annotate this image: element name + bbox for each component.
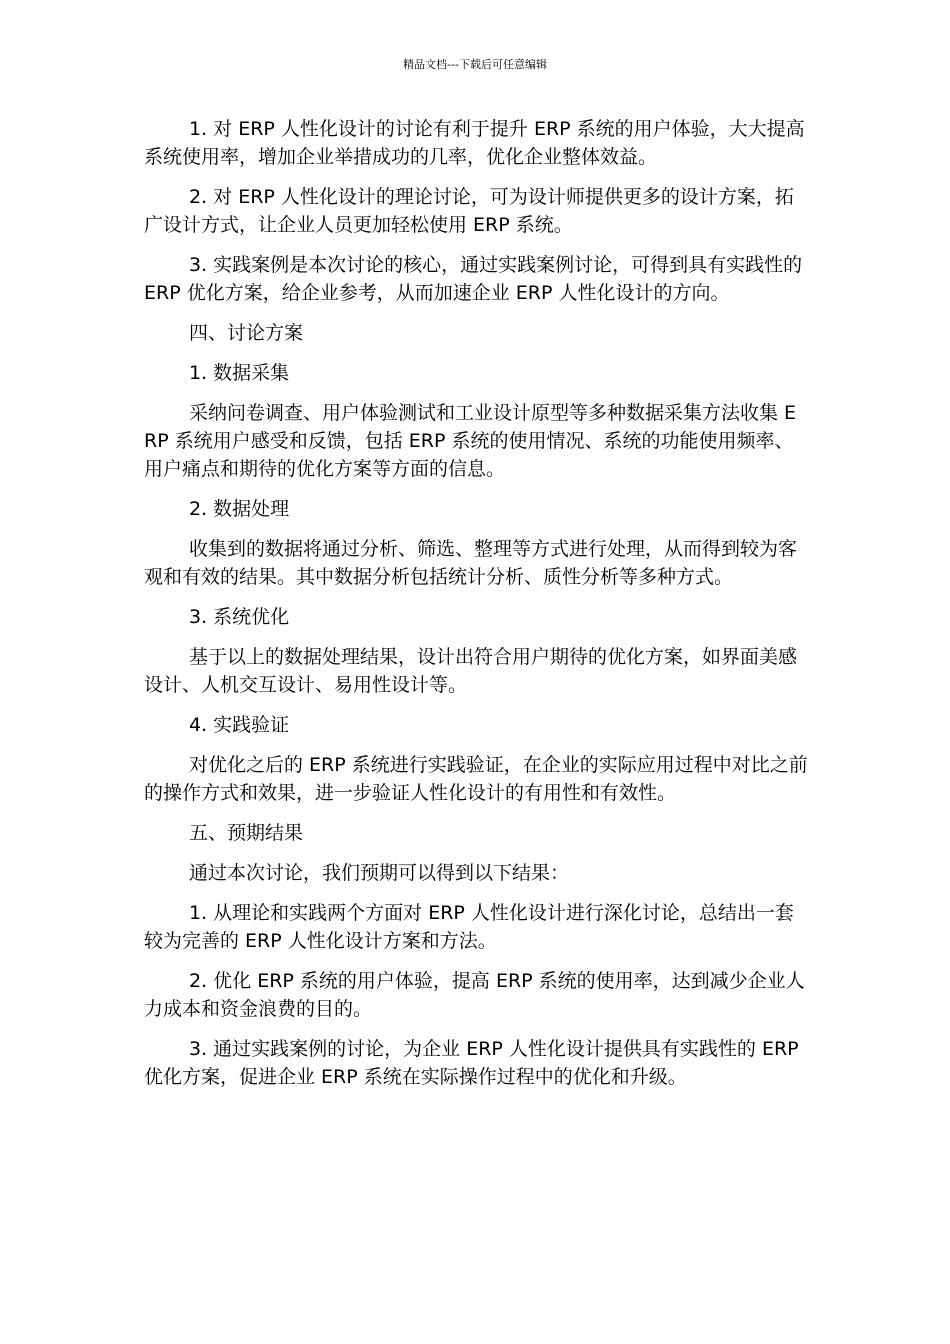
paragraph-expected-intro: 通过本次讨论，我们预期可以得到以下结果： [189, 862, 570, 884]
section-heading-discussion-plan: 四、讨论方案 [189, 322, 304, 344]
section-heading-expected-results: 五、预期结果 [189, 822, 304, 844]
paragraph-system-optimization: 基于以上的数据处理结果，设计出符合用户期待的优化方案，如界面美感设计、人机交互设计、易用性设计等。 [144, 646, 798, 696]
subheading-data-collection: 1. 数据采集 [189, 362, 290, 384]
paragraph-benefit-2: 2. 对 ERP 人性化设计的理论讨论，可为设计师提供更多的设计方案，拓广设计方式，让企业人员更加轻松使用 ERP 系统。 [144, 186, 794, 236]
subheading-data-processing: 2. 数据处理 [189, 498, 290, 520]
paragraph-practice-validation: 对优化之后的 ERP 系统进行实践验证，在企业的实际应用过程中对比之前的操作方式和效果，进一步验证人性化设计的有用性和有效性。 [144, 754, 808, 804]
paragraph-benefit-1: 1. 对 ERP 人性化设计的讨论有利于提升 ERP 系统的用户体验，大大提高系统使用率，增加企业举措成功的几率，优化企业整体效益。 [144, 118, 805, 168]
paragraph-result-1: 1. 从理论和实践两个方面对 ERP 人性化设计进行深化讨论，总结出一套较为完善的 ERP 人性化设计方案和方法。 [144, 902, 794, 952]
subheading-practice-validation: 4. 实践验证 [189, 714, 290, 736]
subheading-system-optimization: 3. 系统优化 [189, 606, 290, 628]
paragraph-benefit-3: 3. 实践案例是本次讨论的核心，通过实践案例讨论，可得到具有实践性的 ERP 优化方案，给企业参考，从而加速企业 ERP 人性化设计的方向。 [144, 254, 803, 304]
document-body [144, 115, 809, 1103]
paragraph-result-3: 3. 通过实践案例的讨论，为企业 ERP 人性化设计提供具有实践性的 ERP 优化方案，促进企业 ERP 系统在实际操作过程中的优化和升级。 [144, 1038, 799, 1088]
paragraph-result-2: 2. 优化 ERP 系统的用户体验，提高 ERP 系统的使用率，达到减少企业人力成本和资金浪费的目的。 [144, 970, 805, 1020]
page-header: 精品文档---下载后可任意编辑 [403, 58, 547, 71]
paragraph-data-processing: 收集到的数据将通过分析、筛选、整理等方式进行处理，从而得到较为客观和有效的结果。其中数据分析包括统计分析、质性分析等多种方式。 [144, 538, 798, 588]
paragraph-data-collection: 采纳问卷调查、用户体验测试和工业设计原型等多种数据采集方法收集 ERP 系统用户感受和反馈，包括 ERP 系统的使用情况、系统的功能使用频率、用户痛点和期待的优化方案等方面的信息。 [144, 402, 797, 480]
